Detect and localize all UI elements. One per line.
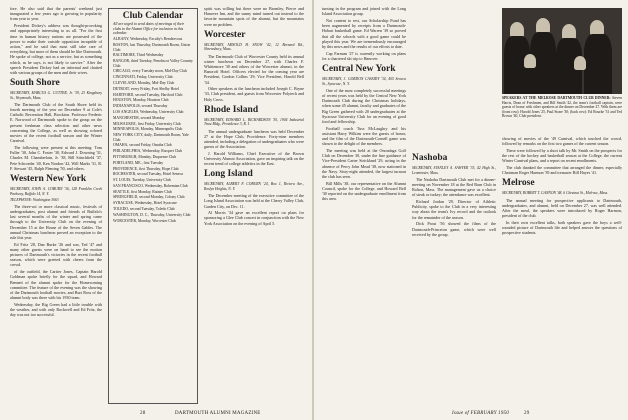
section-paragraph: Al Morris '34 gave an excellent report on plans for sponsoring a Glee Club concert in conjunction with the New York Association on the evening of April 5.: [204, 210, 304, 226]
club-calendar-entry: ST. LOUIS, Tuesday, University Club: [113, 178, 171, 183]
club-calendar-intro: All are urged to send dates of meetings of their clubs to the Alumni Office for inclusion in this calendar.: [113, 22, 185, 36]
page-number: 29: [524, 411, 530, 416]
left-column-3: [204, 6, 304, 227]
section-paragraph: Football coach Tuss McLaughry and his assistant Harry Wilkins were the guests of honor, and the film of the Dartmouth-Cornell game was shown to the delight of the members.: [322, 125, 406, 147]
club-calendar-entry: SPRINGFIELD, second Monday, Colony Club: [113, 195, 185, 200]
club-calendar-entry: ROCHESTER, second Tuesday, Hotel Seneca: [113, 172, 183, 177]
right-page: [314, 0, 628, 420]
section-paragraph: Ed Fritz '28, Dan Burke '26 and son, Ted '47 and many other guests were on hand to see the motion pictures of Dartmouth's victories in the recent football season, which were greeted with cheers from the crowd.: [10, 241, 102, 268]
club-calendar-entry: MINNEAPOLIS, Monday, Minneapolis Club: [113, 127, 183, 132]
secretary-line: SECRETARY, ALBERT F. COBURN '24, Box 1, Riviera Ave., Roslyn Heights, N. Y.: [204, 182, 304, 192]
section-paragraph: The three-act or more classical music, festivals of undergraduates, post alumni and friends of Buffalo's last several months of the winter and spring came through to the University Club on the evening of December 15 at the House of the Seven Gables. The annual Christmas luncheon proved an exception to the rule this year.: [10, 203, 102, 240]
telephone-line: TELEPHONE: Washington 3063: [10, 197, 59, 202]
section-paragraph: spirit was willing but there were no Bromley, Pierce and Hanover Inn, and the sunny mind turned out instead to the favorite mountain spots of the alumni, but the mountains were no problem.: [204, 6, 304, 27]
section-paragraph: The meeting was held at the Onondaga Golf Club on December 30, under the fine guidance of Vice-President Carter Strickland '29, acting in the absence of Percy John Mead '38, now stationed in the Navy. Sixty-eight attended, the largest turnout the club has seen.: [322, 147, 406, 179]
club-calendar-entry: LOS ANGELES, Wednesday, University Club: [113, 109, 184, 114]
person-body: [584, 34, 612, 94]
right-column-1: [322, 6, 406, 203]
club-calendar-entry: MILWAUKEE, first Friday, University Club: [113, 121, 181, 126]
person-head: [574, 56, 586, 70]
section-paragraph: Wednesday, the Big Green had a little trouble with the weather, and with only Rockwell and Ed Fritz, the day was not too successful.: [10, 301, 102, 318]
secretary-line: SECRETARY, ARNOLD H. SNOW '42, 12 Bernard Rd., Shrewsbury, Mass.: [204, 42, 304, 52]
section-heading-rhode-island: Rhode Island: [204, 104, 259, 115]
section-heading-long-island: Long Island: [204, 169, 253, 180]
section-heading-south-shore: South Shore: [10, 78, 60, 89]
club-calendar-entry: SYRACUSE, Wednesday, Hotel Syracuse: [113, 201, 177, 206]
club-calendar-entry: ALBANY, Wednesday, Faculty's Rendezvous: [113, 37, 183, 42]
issue-label: Issue of FEBRUARY 1950: [452, 411, 509, 416]
section-paragraph: The Dartmouth Club of Worcester County held its annual winter luncheon on December 27, with Charles F. Whittemore '30 and others of the Worcester alumni, in the Bancroft Hotel. Officers elected for the coming year are President, Gordon Collins '29; Vice President, Harold Bell '34.: [204, 53, 304, 85]
club-calendar-entry: INDIANAPOLIS, second Thursday: [113, 104, 168, 109]
section-heading-central-new-york: Central New York: [322, 64, 396, 75]
club-calendar-entry: HARTFORD, second Tuesday, Hartford Club: [113, 92, 183, 97]
club-calendar-entry: CINCINNATI, Friday, University Club: [113, 75, 173, 80]
right-column-3: [502, 136, 622, 237]
club-calendar-entry: OMAHA, second Friday, Omaha Club: [113, 143, 172, 148]
club-calendar-entry: PHILADELPHIA, Wednesday, Racquet Club: [113, 149, 183, 154]
club-calendar-entry: NEW YORK CITY, daily, Dartmouth Room, Yale Club: [113, 133, 189, 142]
section-heading-melrose: Melrose: [502, 178, 535, 189]
club-calendar-entry: SEATTLE, first Monday, Rainier Club: [113, 189, 172, 194]
section-paragraph: The December meeting of the executive committee of the Long Island Association was held at the Cherry Valley Club, Garden City, on Dec. 11.: [204, 193, 304, 209]
club-calendar-entry: MANCHESTER, second Monday: [113, 115, 165, 120]
club-calendar-entry: BANGOR, third Tuesday, Penobscot Valley Country Club: [113, 59, 193, 68]
section-paragraph: In their own excellent talks, both speakers gave the boys a well-rounded picture of Dartmouth life and helped answer the questions of prospective students.: [502, 219, 622, 236]
left-column-1: [10, 6, 102, 319]
secretary-line: SECRETARY, STANLEY A. SAWYER '33, 42 High St., Leominster, Mass.: [412, 166, 496, 175]
section-paragraph: One of the most completely successful meetings of recent years was held by the Central New York Dartmouth Club during the Christmas holidays, when some 45 alumni, faculty and graduates of the Big Green gathered with 20 undergraduates at the Syracuse University Club for an evening of good food and fellowship.: [322, 87, 406, 124]
photo-caption-text: Steven Harris, Dean of Freshmen, and Bill Smith '42, the team's football captain, were guests of honor with other speakers at the dinner on December 27. With them are (front row): Harold Jones '25, Paul Stone '30; (back row): Ed Rourke '31 and Ted Brown '40, Club president.: [502, 96, 622, 118]
intro-paragraph: fore. He also said that the parents' weekend just inaugurated a few years ago is growing in popularity from year to year.: [10, 6, 102, 22]
club-calendar-entry: BOSTON, last Thursday, Dartmouth Room, Union Club: [113, 42, 191, 52]
photo-caption: [502, 96, 622, 119]
intro-paragraph: President Dickey's address was thought-provoking and appropriately interesting to us all. "For the first time in human history nations are possessed of the power to make their outside opposition incapable of action," and he said that most still take care of everything, but more of them should be like Dartmouth. He spoke of college, not as a service, but as something which, as he says, is not likely to survive." After the speech President Dickey had an informal and chatted with various groups of the men and their wives.: [10, 23, 102, 75]
section-paragraph: J. Harold Williams, Chief Executive of the Brown University Alumni Association, gave an inspiring talk on the recent trend of college athletics in the East.: [204, 150, 304, 167]
club-calendar-entry: CHICAGO, every Tuesday noon, Mid-Day Club: [113, 69, 187, 74]
section-paragraph: The Nashoba Dartmouth Club met for a dinner-meeting on November 18 at the Red Barn Club in Bolton, Mass. The management gave us a choice of steak or turkey; the attendance was excellent.: [412, 176, 496, 198]
secretary-line: SECRETARY, EDWARD L. RICHARDSON '30, 1904 Industrial Trust Bldg., Providence 3, R. I.: [204, 117, 304, 127]
section-paragraph: showing of movies of the '49 Carnival, which touched the crowd, followed by remarks on the first two games of the current season.: [502, 136, 622, 147]
section-heading-nashoba: Nashoba: [412, 153, 448, 163]
page-number: 28: [140, 411, 146, 416]
section-paragraph: Dick Prout '56 showed the films of the Dartmouth-Princeton game, which were well received by the group.: [412, 221, 496, 237]
club-calendar-entry: PROVIDENCE, first Thursday, Hope Club: [113, 166, 179, 171]
section-paragraph: Bill Mills '38, our representative on the Alumni Council, spoke for the College, and Howard Bell '30 reported on the undergraduate enrollment from this area.: [322, 180, 406, 202]
section-paragraph: turning in the program and joined with the Long Island Association group.: [322, 6, 406, 17]
section-heading-western-new-york: Western New York: [10, 173, 87, 184]
section-heading-worcester: Worcester: [204, 29, 246, 40]
section-paragraph: Other speakers at the luncheon included Joseph C. Bryne '33, Club president, and guests from Worcester Polytech and Holy Cross.: [204, 86, 304, 102]
section-paragraph: The annual meeting for prospective applicants to Dartmouth, undergraduates, and alumni, held on December 27, was well attended. After the meal, the speakers were introduced by Roger Harmon, president of the club.: [502, 197, 622, 219]
club-calendar-entry: PORTLAND, ME., first Tuesday: [113, 160, 164, 165]
secretary-line: SECRETARY, MARCUS G. CUTTER, Jr. '39, 23 Kingsbury St., Weymouth, Mass.: [10, 91, 102, 100]
club-calendar-entry: SAN FRANCISCO, Wednesday, Bohemian Club: [113, 183, 188, 188]
club-calendar-title: Club Calendar: [122, 11, 184, 21]
section-paragraph: Cap Farnum '27 is currently working on plans for a chartered ski trip to Hanover.: [322, 50, 406, 61]
section-paragraph: The following were present at this meeting: Tom Fuller '30, John C. Foster '30, Edward J. Downing '31, Charles M. Chamberlain, Jr. '38, Bill Stinchfield '37, Pete Schroeder '40, Ken Nordon '42, Will Marks '31, R. F. Stewart '45, Ralph Fleming '50, and others.: [10, 144, 102, 171]
person-head: [524, 54, 536, 68]
club-dinner-photo: [502, 8, 622, 94]
magazine-name: DARTMOUTH ALUMNI MAGAZINE: [175, 411, 261, 416]
club-calendar-entry: BALTIMORE, Third Wednesday: [113, 53, 164, 58]
club-calendar-box: [108, 8, 198, 404]
section-paragraph: The annual undergraduate luncheon was held December 27 at the Hope Club, Providence. Forty-nine members attended, including a delegation of undergraduates who were guests of the Association.: [204, 128, 304, 150]
club-calendar-entry: DETROIT, every Friday, Fort Shelby Hotel: [113, 86, 180, 91]
section-paragraph: These were followed by a short talk by Mr. Smith on the prospects for the rest of the hockey and basketball season at the College, the current Winter Carnival plans, and a report on recent enrollments.: [502, 147, 622, 164]
secretary-line: SECRETARY, J. GORDON CASSIDY '34, 405 Seneca St., Syracuse, N. Y.: [322, 77, 406, 86]
club-calendar-entry: HOUSTON, Monday, Houston Club: [113, 98, 169, 103]
club-calendar-entry: WORCESTER, Monday, Worcester Club: [113, 218, 176, 223]
club-calendar-entry: TOLEDO, second Tuesday, Toledo Club: [113, 207, 175, 212]
section-paragraph: The club thanked the committee that arranged the dinner, especially Chairman Roger Harmon '39 and treasurer Bill Hayes '41.: [502, 165, 622, 176]
club-calendar-list: [113, 37, 193, 223]
section-paragraph: The Dartmouth Club of the South Shore held its fourth meeting of the year on December 9 at Cole's Catholic Recreation Hall, Brockton. Professor Frederic E. Norwood of Dartmouth spoke to the group on the present freshman class selection and other news concerning the College, as well as showing colored movies of the recent football season and the Winter Carnival.: [10, 101, 102, 144]
photo-caption-bold: SPEAKERS AT THE MELROSE DARTMOUTH CLUB DINNER:: [502, 96, 611, 100]
club-calendar-entry: CLEVELAND, Monday, Mid-Day Club: [113, 81, 175, 86]
section-paragraph: Not content to rest, our Scholarship Fund has been augmented by receipts from a Dartmouth-Hobart basketball game. Ed Warren '39 so proved that all the schools with a good game could be played this year. We are tremendously encouraged by this news and the results of our efforts to date.: [322, 17, 406, 49]
section-paragraph: Richard Jordan '29, Director of Athletic Publicity, spoke to the Club in a very interesting way about the team's Ivy record and the outlook for the remainder of the season.: [412, 199, 496, 220]
club-calendar-entry: PITTSBURGH, Monday, Duquesne Club: [113, 155, 177, 160]
secretary-line: SECRETARY, ROBERT T. GANNON '48, 6 Chestnut St., Melrose, Mass.: [502, 191, 609, 196]
club-calendar-entry: WASHINGTON, D. C., Thursday, University Club: [113, 212, 191, 217]
right-column-2: [412, 150, 496, 238]
section-paragraph: of the outfield, the Cartier Jones, Captain Harold Goldman spoke briefly for the squad, and Howard Bennett of the alumni spoke for the Homecoming committee. The feature of the evening was the showing of the Dartmouth football movies, and Burt Ross of the alumni body was there with his 1930 team.: [10, 269, 102, 301]
secretary-line: SECRETARY, JOHN A. COBURN '36, 128 Franklin Creek Parkway, Buffalo 14, N. Y.: [10, 186, 102, 196]
